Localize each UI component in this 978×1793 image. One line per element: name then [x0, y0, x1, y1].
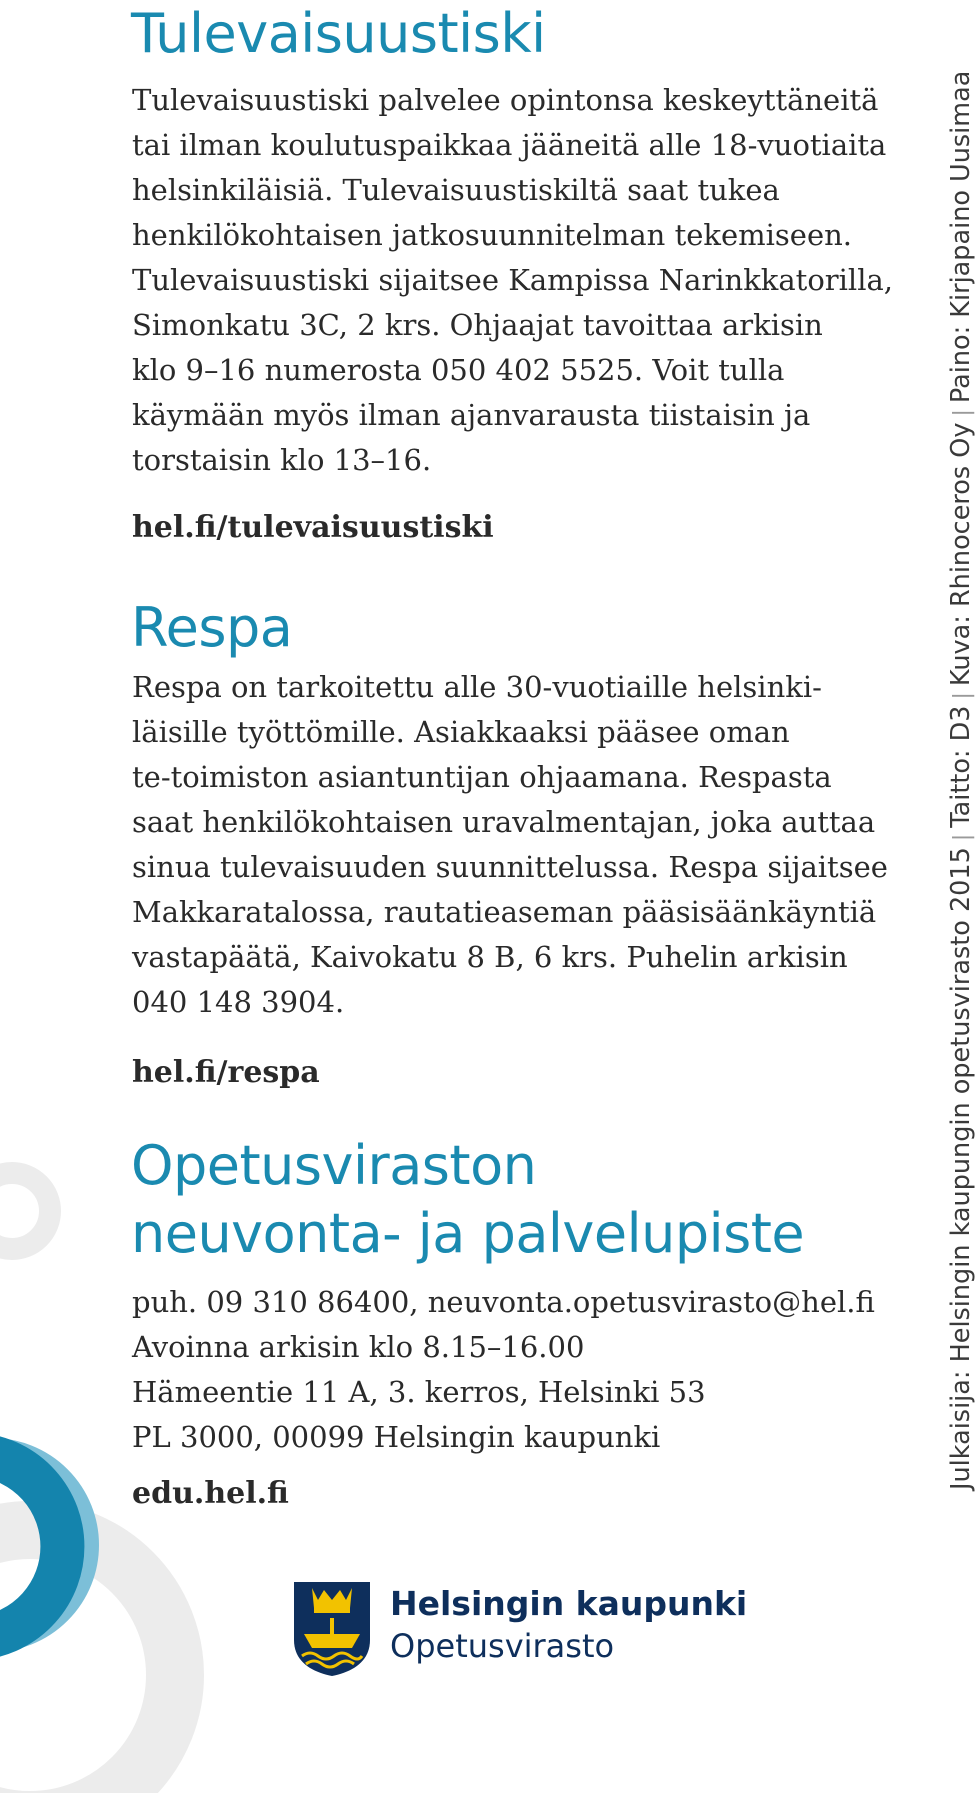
respa-heading: Respa: [131, 596, 293, 659]
respa-line: vastapäätä, Kaivokatu 8 B, 6 krs. Puhelin arkisin: [132, 940, 848, 974]
respa-line: Respa on tarkoitettu alle 30-vuotiaille helsinki-: [132, 670, 822, 704]
credit-photo: Kuva: Rhinoceros Oy: [946, 422, 976, 687]
credit-separator: |: [950, 409, 975, 417]
tulevaisuustiski-line: Simonkatu 3C, 2 krs. Ohjaajat tavoittaa arkisin: [132, 308, 823, 342]
tulevaisuustiski-line: käymään myös ilman ajanvarausta tiistaisin ja: [132, 398, 811, 432]
neuvonta-heading-line-1: Opetusviraston: [131, 1134, 537, 1197]
neuvonta-phone-email: puh. 09 310 86400, neuvonta.opetusvirasto@hel.fi: [132, 1285, 875, 1319]
credit-separator: |: [950, 692, 975, 700]
respa-line: sinua tulevaisuuden suunnittelussa. Respa sijaitsee: [132, 850, 888, 884]
helsinki-logo: [290, 1578, 748, 1682]
neuvonta-link[interactable]: edu.hel.fi: [132, 1476, 289, 1511]
tulevaisuustiski-line: Tulevaisuustiski palvelee opintonsa keskeyttäneitä: [132, 83, 879, 117]
tulevaisuustiski-heading: Tulevaisuustiski: [131, 2, 546, 65]
colophon-credits: [946, 71, 978, 1490]
neuvonta-opening-hours: Avoinna arkisin klo 8.15–16.00: [132, 1330, 585, 1364]
tulevaisuustiski-line: tai ilman koulutuspaikkaa jääneitä alle 18-vuotiaita: [132, 128, 887, 162]
credit-publisher: Julkaisija: Helsingin kaupungin opetusvirasto 2015: [946, 847, 976, 1490]
tulevaisuustiski-line: Tulevaisuustiski sijaitsee Kampissa Narinkkatorilla,: [132, 263, 893, 297]
respa-line: Makkaratalossa, rautatieaseman pääsisäänkäyntiä: [132, 895, 877, 929]
credit-layout: Taitto: D3: [946, 705, 976, 828]
tulevaisuustiski-line: torstaisin klo 13–16.: [132, 443, 432, 477]
respa-line: 040 148 3904.: [132, 985, 345, 1019]
respa-body: [132, 665, 888, 1025]
credit-separator: |: [950, 833, 975, 842]
respa-line: läisille työttömille. Asiakkaaksi pääsee oman: [132, 715, 790, 749]
respa-line: saat henkilökohtaisen uravalmentajan, joka auttaa: [132, 805, 876, 839]
respa-link[interactable]: hel.fi/respa: [132, 1055, 320, 1090]
neuvonta-contact: [132, 1280, 875, 1460]
helsinki-crest-icon: [290, 1578, 374, 1678]
tulevaisuustiski-line: klo 9–16 numerosta 050 402 5525. Voit tulla: [132, 353, 785, 387]
respa-line: te-toimiston asiantuntijan ohjaamana. Respasta: [132, 760, 832, 794]
tulevaisuustiski-body: [132, 78, 893, 483]
neuvonta-heading-line-2: neuvonta- ja palvelupiste: [131, 1202, 805, 1265]
credit-print: Paino: Kirjapaino Uusimaa: [946, 70, 976, 404]
neuvonta-street-address: Hämeentie 11 A, 3. kerros, Helsinki 53: [132, 1375, 706, 1409]
deco-small-gray-ring: [0, 1173, 50, 1249]
logo-city-name: Helsingin kaupunki: [390, 1584, 748, 1623]
logo-department-name: Opetusvirasto: [390, 1627, 615, 1665]
neuvonta-postal-address: PL 3000, 00099 Helsingin kaupunki: [132, 1420, 661, 1454]
tulevaisuustiski-line: helsinkiläisiä. Tulevaisuustiskiltä saat tukea: [132, 173, 780, 207]
tulevaisuustiski-line: henkilökohtaisen jatkosuunnitelman tekemiseen.: [132, 218, 853, 252]
tulevaisuustiski-link[interactable]: hel.fi/tulevaisuustiski: [132, 510, 494, 545]
